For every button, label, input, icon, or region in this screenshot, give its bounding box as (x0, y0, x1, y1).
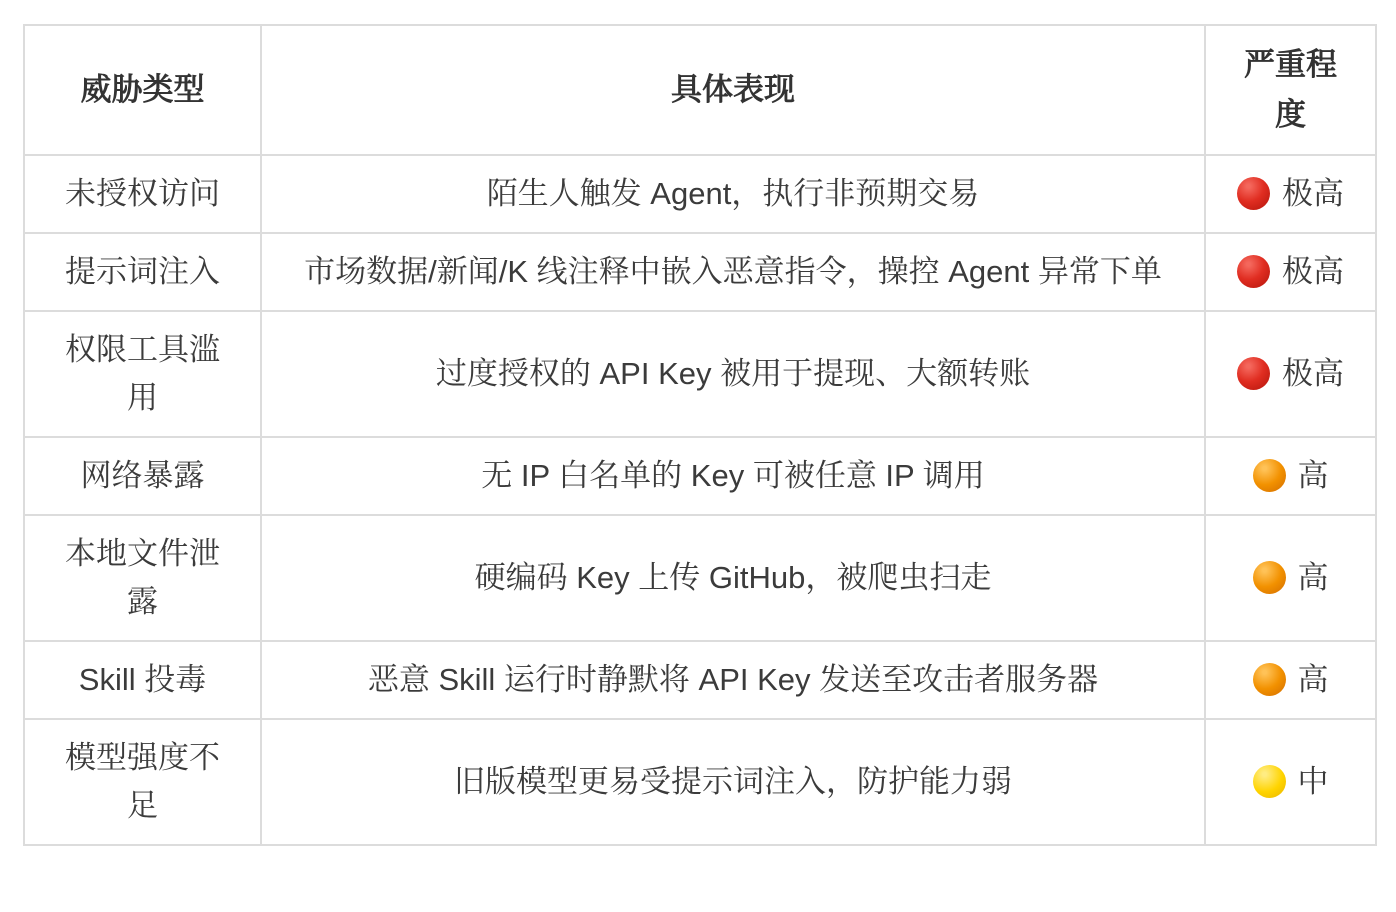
severity-cell (1205, 311, 1376, 437)
detail-cell: 无 IP 白名单的 Key 可被任意 IP 调用 (261, 437, 1205, 515)
threat-cell: 本地文件泄露 (24, 515, 261, 641)
threat-cell: 未授权访问 (24, 155, 261, 233)
threat-cell: 权限工具滥用 (24, 311, 261, 437)
severity-cell (1205, 233, 1376, 311)
table-row (24, 719, 1376, 845)
severity-cell (1205, 719, 1376, 845)
severity-dot-icon (1253, 459, 1286, 492)
detail-cell: 陌生人触发 Agent，执行非预期交易 (261, 155, 1205, 233)
table-row (24, 155, 1376, 233)
detail-cell: 恶意 Skill 运行时静默将 API Key 发送至攻击者服务器 (261, 641, 1205, 719)
column-header-threat: 威胁类型 (24, 25, 261, 155)
severity-label: 极高 (1282, 176, 1344, 211)
severity-label: 极高 (1282, 254, 1344, 289)
severity-dot-icon (1237, 357, 1270, 390)
table-row (24, 437, 1376, 515)
detail-cell: 过度授权的 API Key 被用于提现、大额转账 (261, 311, 1205, 437)
severity-label: 高 (1297, 662, 1329, 697)
severity-dot-icon (1237, 255, 1270, 288)
severity-cell (1205, 641, 1376, 719)
threat-cell: 模型强度不足 (24, 719, 261, 845)
detail-cell: 旧版模型更易受提示词注入，防护能力弱 (261, 719, 1205, 845)
table-row (24, 641, 1376, 719)
severity-dot-icon (1237, 177, 1270, 210)
header-row (24, 25, 1376, 155)
table-row (24, 515, 1376, 641)
threat-cell: 提示词注入 (24, 233, 261, 311)
severity-dot-icon (1253, 663, 1286, 696)
threat-severity-table (23, 24, 1377, 846)
severity-label: 极高 (1282, 356, 1344, 391)
severity-label: 高 (1297, 560, 1329, 595)
column-header-detail: 具体表现 (261, 25, 1205, 155)
column-header-severity: 严重程度 (1205, 25, 1376, 155)
severity-dot-icon (1253, 765, 1286, 798)
severity-cell (1205, 155, 1376, 233)
threat-cell: Skill 投毒 (24, 641, 261, 719)
threat-cell: 网络暴露 (24, 437, 261, 515)
severity-cell (1205, 515, 1376, 641)
severity-label: 中 (1297, 764, 1329, 799)
severity-cell (1205, 437, 1376, 515)
table-row (24, 233, 1376, 311)
detail-cell: 硬编码 Key 上传 GitHub，被爬虫扫走 (261, 515, 1205, 641)
table-row (24, 311, 1376, 437)
severity-label: 高 (1297, 458, 1329, 493)
severity-dot-icon (1253, 561, 1286, 594)
detail-cell: 市场数据/新闻/K 线注释中嵌入恶意指令，操控 Agent 异常下单 (261, 233, 1205, 311)
